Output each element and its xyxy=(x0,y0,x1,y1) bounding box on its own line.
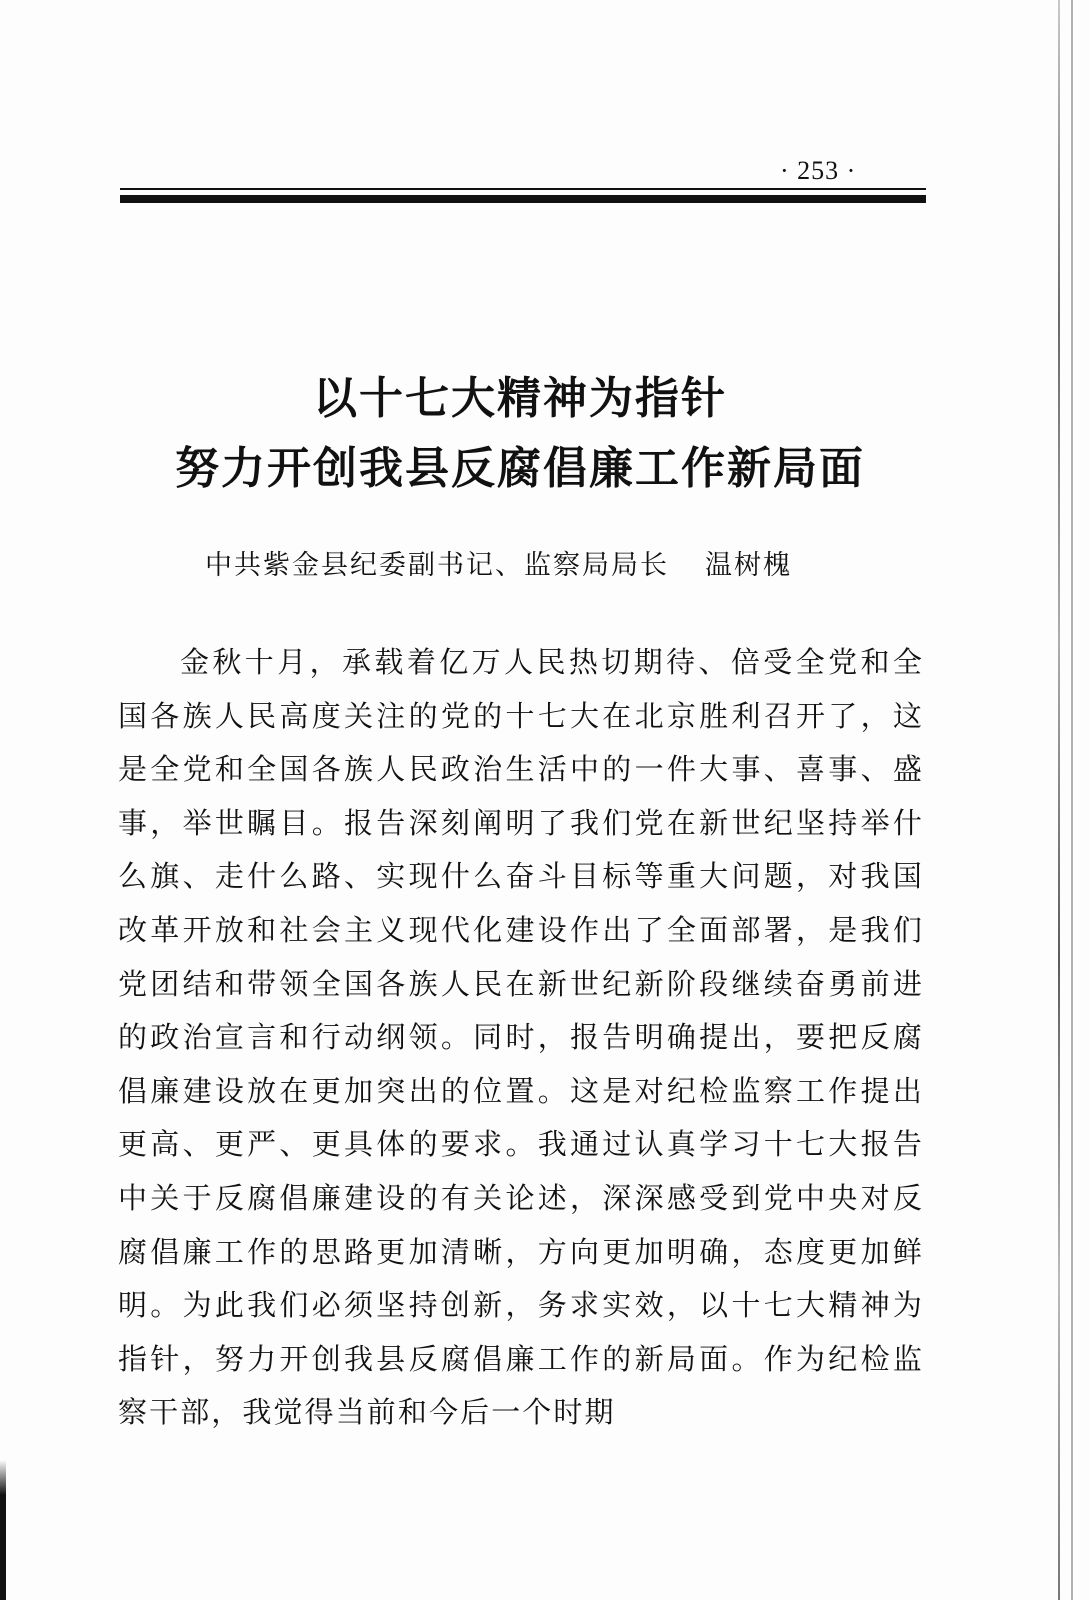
scan-edge-shadow-outer xyxy=(1071,0,1073,1600)
scan-edge-shadow xyxy=(1058,0,1060,1600)
byline-author: 温树槐 xyxy=(705,550,792,581)
article-title-line-1: 以十七大精神为指针 xyxy=(313,373,727,424)
header-rule-thick xyxy=(120,195,926,203)
body-paragraph: 金秋十月，承载着亿万人民热切期待、倍受全党和全国各族人民高度关注的党的十七大在北京胜利召开了，这是全党和全国各族人民政治生活中的一件大事、喜事、盛事，举世瞩目。报告深刻阐明了我们党在新世纪坚持举什么旗、走什么路、实现什么奋斗目标等重大问题，对我国改革开放和社会主义现代化建设作出了全面部署，是我们党团结和带领全国各族人民在新世纪新阶段继续奋勇前进的政治宣言和行动纲领。同时，报告明确提出，要把反腐倡廉建设放在更加突出的位置。这是对纪检监察工作提出更高、更严、更具体的要求。我通过认真学习十七大报告中关于反腐倡廉建设的有关论述，深深感受到党中央对反腐倡廉工作的思路更加清晰，方向更加明确，态度更加鲜明。为此我们必须坚持创新，务求实效，以十七大精神为指针，努力开创我县反腐倡廉工作的新局面。作为纪检监察干部，我觉得当前和今后一个时期 xyxy=(118,645,924,1430)
scan-binding-shadow xyxy=(0,1460,6,1600)
header-rule-thin xyxy=(120,188,926,190)
byline xyxy=(205,543,792,582)
byline-position: 中共紫金县纪委副书记、监察局局长 xyxy=(205,550,669,581)
page-number: · 253 · xyxy=(780,156,857,185)
article-title-line-2: 努力开创我县反腐倡廉工作新局面 xyxy=(175,443,865,494)
